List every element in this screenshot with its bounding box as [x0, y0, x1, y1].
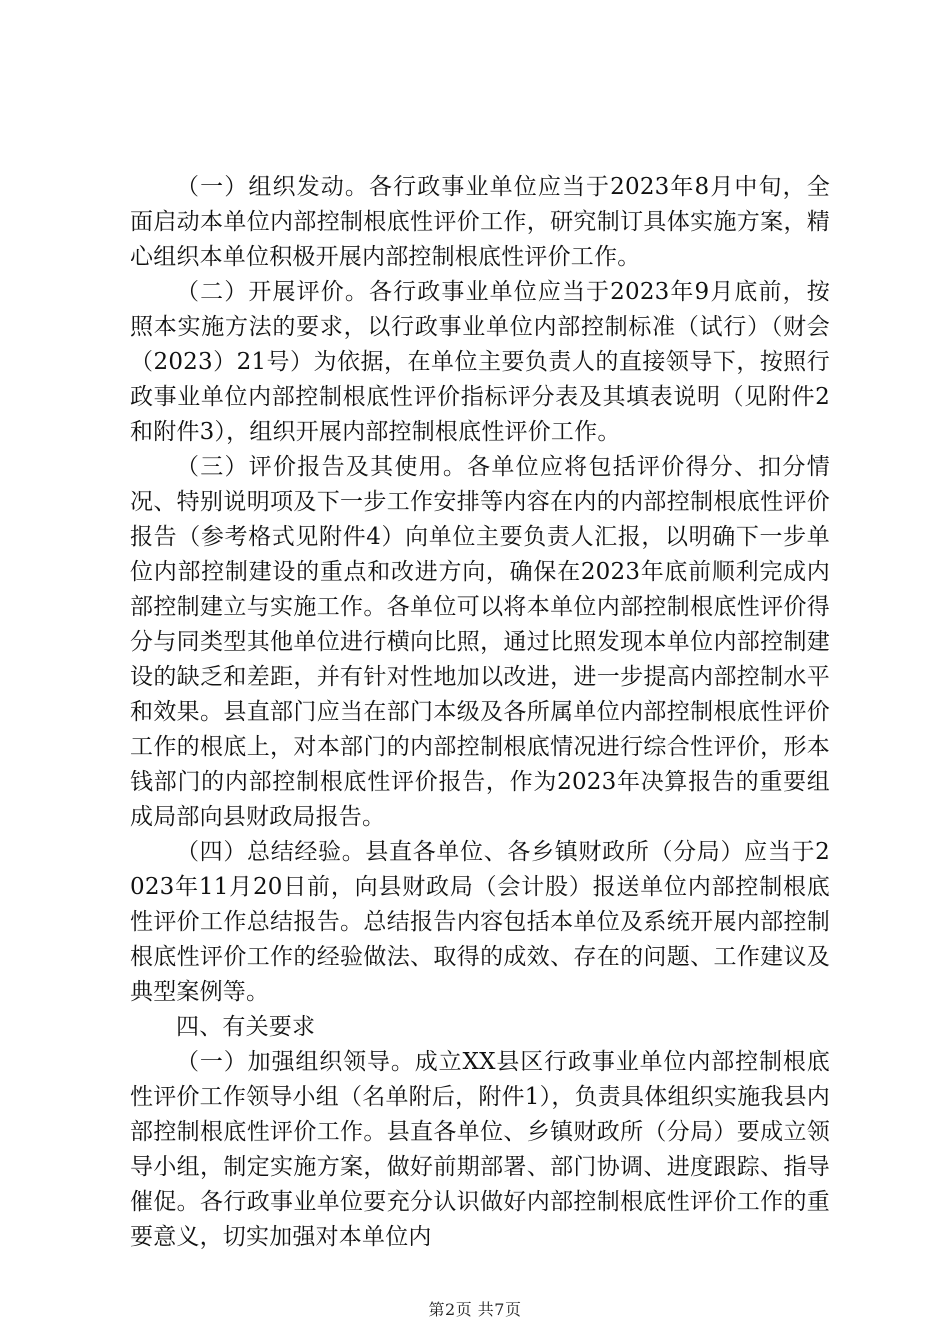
document-body — [130, 170, 830, 1255]
paragraph-evaluation-report: （三）评价报告及其使用。各单位应将包括评价得分、扣分情况、特别说明项及下一步工作安排等内容在内的内部控制根底性评价报告（参考格式见附件4）向单位主要负责人汇报，以明确下一步单位内部控制建设的重点和改进方向，确保在2023年底前顺利完成内部控制建立与实施工作。各单位可以将本单位内部控制根底性评价得分与同类型其他单位进行横向比照，通过比照发现本单位内部控制建设的缺乏和差距，并有针对性地加以改进，进一步提高内部控制水平和效果。县直部门应当在部门本级及各所属单位内部控制根底性评价工作的根底上，对本部门的内部控制根底情况进行综合性评价，形本钱部门的内部控制根底性评价报告，作为2023年决算报告的重要组成局部向县财政局报告。 — [130, 454, 830, 830]
paragraph-strengthen-leadership: （一）加强组织领导。成立XX县区行政事业单位内部控制根底性评价工作领导小组（名单附后，附件1），负责具体组织实施我县内部控制根底性评价工作。县直各单位、乡镇财政所（分局）要成立领导小组，制定实施方案，做好前期部署、部门协调、进度跟踪、指导催促。各行政事业单位要充分认识做好内部控制根底性评价工作的重要意义，切实加强对本单位内 — [130, 1049, 830, 1250]
paragraph-organize-mobilize: （一）组织发动。各行政事业单位应当于2023年8月中旬，全面启动本单位内部控制根底性评价工作，研究制订具体实施方案，精心组织本单位积极开展内部控制根底性评价工作。 — [130, 174, 830, 270]
section-heading-requirements: 四、有关要求 — [176, 1014, 316, 1040]
paragraph-carry-out-evaluation: （二）开展评价。各行政事业单位应当于2023年9月底前，按照本实施方法的要求，以行政事业单位内部控制标准（试行）（财会（2023）21号）为依据，在单位主要负责人的直接领导下，按照行政事业单位内部控制根底性评价指标评分表及其填表说明（见附件2和附件3），组织开展内部控制根底性评价工作。 — [130, 279, 830, 445]
paragraph-summarize-experience: （四）总结经验。县直各单位、各乡镇财政所（分局）应当于2023年11月20日前，向县财政局（会计股）报送单位内部控制根底性评价工作总结报告。总结报告内容包括本单位及系统开展内部控制根底性评价工作的经验做法、取得的成效、存在的问题、工作建议及典型案例等。 — [130, 839, 830, 1005]
page-number-footer: 第2页 共7页 — [428, 1300, 522, 1319]
